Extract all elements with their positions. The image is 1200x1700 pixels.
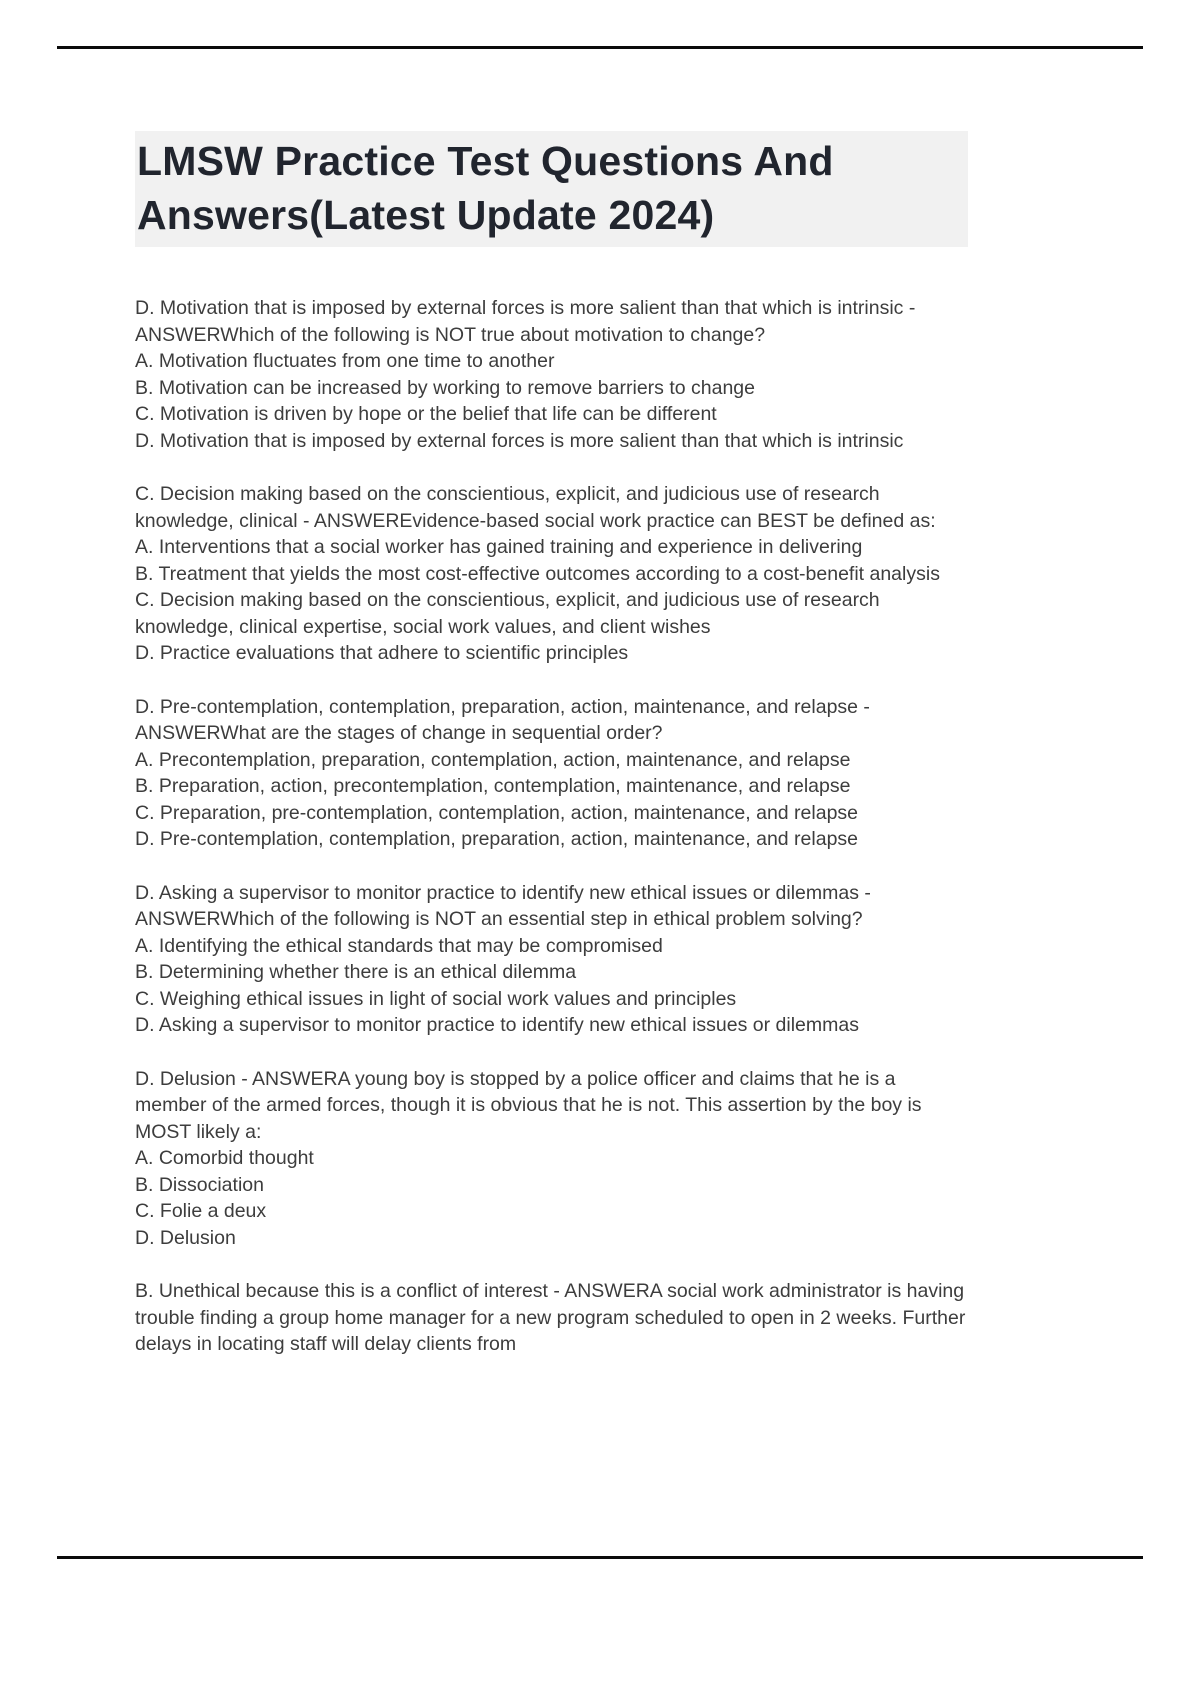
text-line: D. Practice evaluations that adhere to scientific principles [135,642,629,664]
paragraph [135,880,968,1039]
document-content [135,131,968,1385]
document-title-line2: Answers(Latest Update 2024) [137,192,715,238]
paragraph [135,1066,968,1252]
text-line: B. Motivation can be increased by working to remove barriers to change [135,376,755,399]
document-title [135,131,968,247]
text-line: B. Treatment that yields the most cost-effective outcomes according to a cost-benefit analysis [135,562,940,585]
text-line: B. Dissociation [135,1173,264,1196]
text-line: D. Pre-contemplation, contemplation, preparation, action, maintenance, and relapse - ANSWERWhat are the stages of change in sequential order? [135,695,870,744]
text-line: A. Interventions that a social worker has gained training and experience in delivering [135,536,863,558]
text-line: C. Motivation is driven by hope or the belief that life can be different [135,403,717,425]
text-line: D. Delusion [135,1226,236,1249]
text-line: C. Folie a deux [135,1200,267,1222]
text-line: A. Comorbid thought [135,1147,314,1169]
text-line: D. Asking a supervisor to monitor practice to identify new ethical issues or dilemmas - ANSWERWhich of the following is NOT an essential step in ethical problem solving? [135,881,871,930]
paragraph [135,694,968,853]
document-body [135,295,968,1358]
paragraph [135,295,968,454]
text-line: C. Decision making based on the conscientious, explicit, and judicious use of research knowledge, clinical expertise, social work values, and client wishes [135,589,880,638]
text-line: C. Weighing ethical issues in light of social work values and principles [135,987,737,1010]
document-title-line1: LMSW Practice Test Questions And [137,138,834,184]
text-line: A. Precontemplation, preparation, contemplation, action, maintenance, and relapse [135,748,851,771]
paragraph [135,1278,968,1358]
top-rule [57,46,1143,49]
text-line: D. Motivation that is imposed by external forces is more salient than that which is intrinsic - ANSWERWhich of the following is NOT true about motivation to change? [135,297,916,346]
text-line: B. Unethical because this is a conflict of interest - ANSWERA social work administrator is having trouble finding a group home manager for a new program scheduled to open in 2 weeks. Further delays in locating staff will delay clients from [135,1280,966,1355]
text-line: B. Determining whether there is an ethical dilemma [135,961,577,983]
text-line: C. Decision making based on the conscientious, explicit, and judicious use of research knowledge, clinical - ANSWEREvidence-based social work practice can BEST be defined as: [135,483,936,532]
bottom-rule [57,1556,1143,1559]
text-line: B. Preparation, action, precontemplation, contemplation, maintenance, and relapse [135,775,851,797]
text-line: D. Motivation that is imposed by external forces is more salient than that which is intrinsic [135,429,904,452]
text-line: D. Delusion - ANSWERA young boy is stopped by a police officer and claims that he is a member of the armed forces, though it is obvious that he is not. This assertion by the boy is MOST likely a: [135,1067,922,1143]
text-line: A. Motivation fluctuates from one time to another [135,350,555,372]
paragraph [135,481,968,667]
text-line: D. Pre-contemplation, contemplation, preparation, action, maintenance, and relapse [135,828,859,850]
text-line: C. Preparation, pre-contemplation, contemplation, action, maintenance, and relapse [135,801,859,824]
text-line: A. Identifying the ethical standards that may be compromised [135,934,663,957]
text-line: D. Asking a supervisor to monitor practice to identify new ethical issues or dilemmas [135,1014,859,1036]
